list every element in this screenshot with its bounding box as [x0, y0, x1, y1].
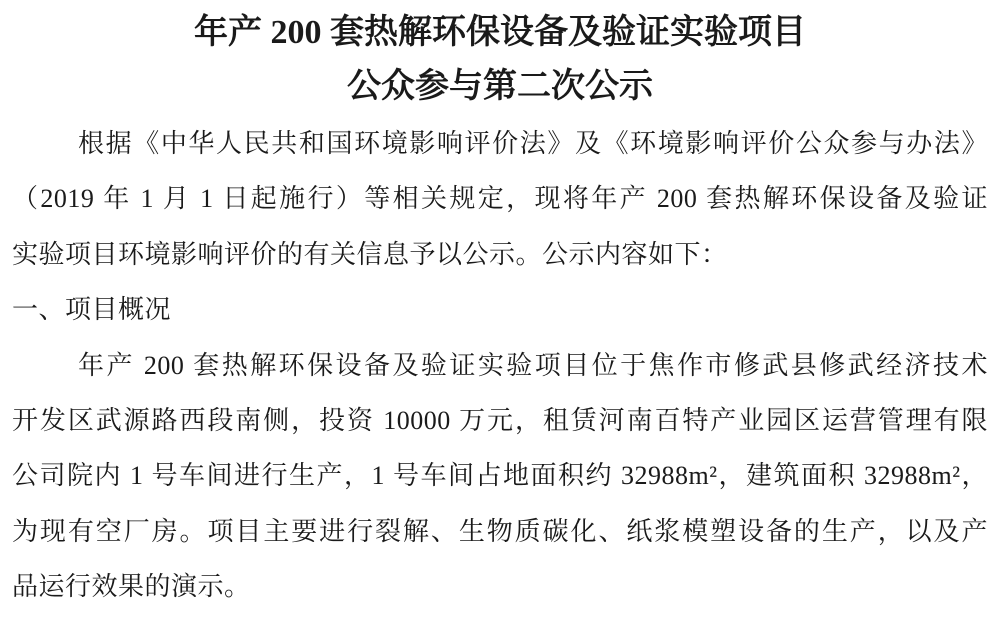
section-heading-1: 一、项目概况	[12, 295, 172, 325]
document-title	[0, 0, 1000, 114]
paragraph-2-line-5: 品运行效果的演示。	[12, 572, 251, 602]
paragraph-2-line-4: 为现有空厂房。项目主要进行裂解、生物质碳化、纸浆模塑设备的生产，以及产	[12, 516, 988, 546]
paragraph-2-line-3: 公司院内 1 号车间进行生产，1 号车间占地面积约 32988m²，建筑面积 32988m²，	[12, 461, 988, 491]
paragraph-1-line-1: 根据《中华人民共和国环境影响评价法》及《环境影响评价公众参与办法》	[78, 129, 988, 158]
title-line-1: 年产 200 套热解环保设备及验证实验项目	[194, 14, 806, 51]
paragraph-2-line-1: 年产 200 套热解环保设备及验证实验项目位于焦作市修武县修武经济技术	[78, 350, 988, 380]
paragraph-2-line-2: 开发区武源路西段南侧，投资 10000 万元，租赁河南百特产业园区运营管理有限	[12, 406, 988, 436]
paragraph-1-line-3: 实验项目环境影响评价的有关信息予以公示。公示内容如下：	[12, 239, 728, 269]
document-body	[0, 116, 1000, 615]
paragraph-1-line-2: （2019 年 1 月 1 日起施行）等相关规定，现将年产 200 套热解环保设备及验证	[12, 184, 988, 214]
title-line-2: 公众参与第二次公示	[347, 68, 653, 105]
